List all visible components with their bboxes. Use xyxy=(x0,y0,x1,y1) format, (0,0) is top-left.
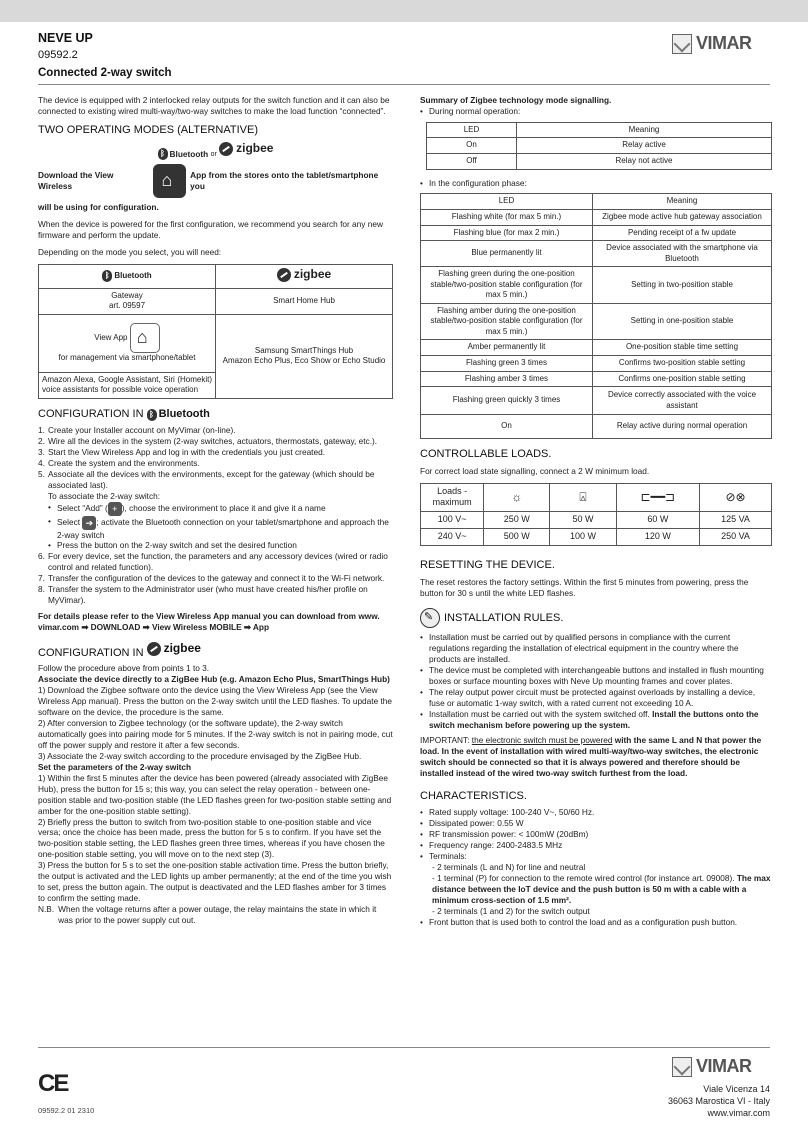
table-row: On Relay active xyxy=(427,138,772,154)
company-address: Viale Vicenza 14 36063 Marostica VI - Italy www.vimar.com xyxy=(667,1084,770,1119)
list-item: 1) Within the first 5 minutes after the device has been powered (already associated with ZigBee Hub), press the button for 15 s; this way, you can select the relay operation - between one-position stable and two-position stable (the LED flashes green for two-position stable setting and amber for the one-position stable setting). xyxy=(38,772,392,816)
fluorescent-tube-icon: ⊏━━⊐ xyxy=(640,489,676,504)
table-row: Flashing green quickly 3 times Device correctly associated with the voice assistant xyxy=(421,387,772,415)
install-rules xyxy=(420,632,772,730)
vimar-logo-icon xyxy=(672,34,692,54)
nb-note: N.B. When the voltage returns after a power outage, the relay maintains the state in which it was prior to the power supply cut out. xyxy=(38,904,377,925)
connect-icon: ➔ xyxy=(82,516,96,530)
list-item: 5. Associate all the devices with the environments, except for the gateway (which should be associated last). xyxy=(38,468,375,490)
table-row: Amber permanently lit One-position stable time setting xyxy=(421,340,772,356)
zigbee-logo: zigbee xyxy=(219,141,273,157)
doc-code: 09592.2 01 2310 xyxy=(38,1106,95,1115)
halogen-lamp-icon: ⍓ xyxy=(579,489,587,504)
zigbee-icon xyxy=(277,268,291,282)
bt-steps xyxy=(38,425,393,491)
first-config-text: When the device is powered for the first configuration, we recommend you search for any new firmware and perform the update. xyxy=(38,219,383,241)
list-item: 1. Create your Installer account on MyVimar (on-line). xyxy=(38,424,236,435)
ce-mark: CE xyxy=(38,1070,68,1097)
zigbee-logo: zigbee xyxy=(147,641,201,657)
bluetooth-logo: ᛒ Bluetooth xyxy=(158,148,209,160)
param-steps xyxy=(38,773,393,904)
list-item: • Dissipated power: 0.55 W xyxy=(420,818,772,829)
list-item: • The device must be completed with interchangeable buttons and installed in flush mounting boxes or surface mounting boxes with Neve Up mounting frames and cover plates. xyxy=(420,665,772,687)
bluetooth-icon: ᛒ xyxy=(158,148,168,160)
incandescent-lamp-icon: ☼ xyxy=(511,489,523,504)
install-heading: ✎ INSTALLATION RULES. xyxy=(420,608,772,628)
list-item: 2. Wire all the devices in the system (2-way switches, actuators, thermostats, gateway, etc.). xyxy=(38,435,378,446)
list-item: • RF transmission power: < 100mW (20dBm) xyxy=(420,829,772,840)
loads-table: Loads - maximum ☼ ⍓ ⊏━━⊐ ⊘⊗ 100 V~ 250 W 50 W 60 W 125 VA 240 V~ 500 W 100 W 120 W 250 VA xyxy=(420,483,772,547)
reset-heading: RESETTING THE DEVICE. xyxy=(420,559,555,572)
list-item: • Terminals: xyxy=(420,851,772,862)
header-divider xyxy=(38,84,770,85)
requirements-table: ᛒ Bluetooth zigbee Gateway art. 09597 Smart Home Hub View App ⌂ for management via smartphone/tablet Samsung SmartThings Hub Amazon Echo Plus, Eco Show or Echo Studio Amazon Alexa, Google Assistant, Siri (Homekit) voice assistants for possible voice operation xyxy=(38,264,393,399)
list-item: • Press the button on the 2-way switch and set the desired function xyxy=(48,540,393,551)
product-subtitle: Connected 2-way switch xyxy=(38,67,172,79)
list-item: • Front button that is used both to control the load and as a configuration push button. xyxy=(420,917,772,928)
add-icon: + xyxy=(108,502,122,516)
vimar-logo-footer: VIMAR xyxy=(672,1055,752,1079)
motor-transformer-icon: ⊘⊗ xyxy=(725,489,746,504)
terminals: - 2 terminals (L and N) for line and neutral - 1 terminal (P) for connection to the remote wired control (for instance art. 09008). The max distance between the IoT device and the push button is 50 m with a cable with a minimum cross-section of 1.5 mm². - 2 terminals (1 and 2) for the switch output xyxy=(432,861,771,916)
loads-heading: CONTROLLABLE LOADS. xyxy=(420,448,552,461)
list-item: 7. Transfer the configuration of the devices to the gateway and connect it to the Wi-Fi network. xyxy=(38,573,385,584)
bluetooth-icon: ᛒ xyxy=(102,270,112,282)
table-row: Flashing green during the one-position stable/two-position stable configuration (for max 5 min.) Setting in two-position stable xyxy=(421,267,772,304)
char-heading: CHARACTERISTICS. xyxy=(420,789,527,802)
table-row: Off Relay not active xyxy=(427,153,772,169)
list-item: • Rated supply voltage: 100-240 V~, 50/60 Hz. xyxy=(420,807,772,818)
list-item: 4. Create the system and the environments. xyxy=(38,457,200,468)
list-item: • Select ➔ ; activate the Bluetooth connection on your tablet/smartphone and approach the 2-way switch xyxy=(48,516,393,541)
details-note: For details please refer to the View Wireless App manual you can download from www. vimar.com ➡ DOWNLOAD ➡ View Wireless MOBILE ➡ App xyxy=(38,611,380,633)
table-row: Flashing blue (for max 2 min.) Pending receipt of a fw update xyxy=(421,225,772,241)
table-row: Flashing amber during the one-position stable/two-position stable configuration (for max 5 min.) Setting in one-position stable xyxy=(421,303,772,340)
download-line: Download the View Wireless ⌂ App from the stores onto the tablet/smartphone you xyxy=(38,164,393,198)
table-row: Flashing amber 3 times Confirms one-position stable setting xyxy=(421,371,772,387)
list-item: 2) After conversion to Zigbee technology (or the software update), the 2-way switch automatically goes into pairing mode for 5 minutes. If the 2-way switch is not in pairing mode, cut off the power supply and restore it after a few seconds. xyxy=(38,718,393,750)
table-row: On Relay active during normal operation xyxy=(421,415,772,439)
config-bt-heading: CONFIGURATION IN ᛒ Bluetooth xyxy=(38,407,210,421)
list-item: • Frequency range: 2400-2483.5 MHz xyxy=(420,840,772,851)
list-item: • Installation must be carried out with the system switched off. Install the buttons onto the switch mechanism before powering up the system. xyxy=(420,709,772,731)
list-item: 3) Associate the 2-way switch according to the procedure envisaged by the ZigBee Hub. xyxy=(38,750,362,761)
depending-text: Depending on the mode you select, you will need: xyxy=(38,247,222,258)
list-item: • The relay output power circuit must be protected against overloads by installing a device, fuse or automatic 1-way switch, with a rated current not exceeding 10 A. xyxy=(420,687,772,709)
zigbee-logo: zigbee xyxy=(277,267,331,283)
important-note: IMPORTANT: the electronic switch must be powered with the same L and N that power the load. In the event of installation with wired multi-way/two-way switches, the electronic switch should be connected so that it is always powered and therefore should be installed instead of the wired two-way switch furthest from the load. xyxy=(420,734,762,778)
mode-logos: ᛒ Bluetooth or zigbee xyxy=(38,141,393,160)
product-title: NEVE UP xyxy=(38,31,93,45)
zigbee-icon xyxy=(219,142,233,156)
vimar-logo: VIMAR xyxy=(672,32,752,56)
config-led-table: LED Meaning Flashing white (for max 5 min.) Zigbee mode active hub gateway association Flashing blue (for max 2 min.) Pending receipt of a fw update Blue permanently lit Device associated with the smartphone via Bluetooth Flashing green during the one-position stable/two-position stable configuration (for max 5 min.) Setting in two-position stable Flashing amber during the one-position stable/two-position stable configuration (for max 5 min.) Setting in one-position stable Amber permanently lit One-position stable time setting Flashing green 3 times Confirms two-position stable setting Flashing amber 3 times Confirms one-position stable setting Flashing green quickly 3 times Device correctly associated with the voice assistant On Relay active during normal operation xyxy=(420,193,772,439)
list-item: 3. Start the View Wireless App and log in with the credentials you just created. xyxy=(38,446,326,457)
normal-led-table: LED Meaning On Relay active Off Relay not active xyxy=(426,122,772,170)
table-row: Flashing green 3 times Confirms two-position stable setting xyxy=(421,356,772,372)
view-wireless-app-icon xyxy=(153,164,187,198)
footer-divider xyxy=(38,1047,770,1048)
modes-heading: TWO OPERATING MODES (ALTERNATIVE) xyxy=(38,123,259,136)
list-item: 3) Press the button for 5 s to set the one-position stable activation time. Press the button briefly, the output is activated and the LED lights up amber permanently; at the end of the time you wish to set, press the button again. The output is deactivated and the LED flashes amber for 3 times to confirm the setting made. xyxy=(38,860,392,904)
list-item: 6. For every device, set the function, the parameters and any accessory devices (wired or radio control and related function). xyxy=(38,551,388,573)
bluetooth-logo: ᛒ Bluetooth xyxy=(147,407,210,422)
right-column: Summary of Zigbee technology mode signalling. • During normal operation: LED Meaning On Relay active Off Relay not active • In the configuration phase: LED Meaning Flashing white (for max 5 min.) Zigbee mode active hub gateway association Flashing blue (for max 2 min.) Pending receipt of a fw update Blue permanently lit Device associated with the smartphone via Bluetooth Flashing green during the one-position stable/two-position stable configuration (for max 5 min.) Setting in two-position stable Flashing amber during the one-position stable/two-position stable configuration (for max 5 min.) Setting in one-position stable Amber permanently lit One-position stable time setting Flashing green 3 times Confirms two-position stable setting Flashing amber 3 times Confirms one-position stable setting Flashing green quickly 3 times Device correctly associated with the voice assistant On Relay active during normal operation CONTROLLABLE LOADS. For correct load state signalling, connect a 2 W minimum load. Loads - maximum ☼ ⍓ ⊏━━⊐ ⊘⊗ 100 V~ 250 W 50 W 60 W 125 VA 240 V~ 500 W 100 W 120 W 250 VA RESETTING THE DEVICE. The reset restores the factory settings. Within the first 5 minutes from powering, press the button for 30 s until the white LED flashes. ✎ INSTALLATION RULES. • Installation must be carried out by qualified persons in compliance with the current regulations regarding the installation of electrical equipment in the country where the products are installed. • The device must be completed with interchangeable buttons and installed in flush mounting boxes or surface mounting boxes with Neve Up mounting frames and cover plates. • The relay output power circuit must be protected against overloads by installing a device, fuse or automatic 1-way switch, with a rated current not exceeding 10 A. • Installation must be carried out with the system switched off. Install the buttons onto the switch mechanism before powering up the system. IMPORTANT: the electronic switch must be powered with the same L and N that power the load. In the event of installation with wired multi-way/two-way switches, the electronic switch should be connected so that it is always powered and therefore should be installed instead of the wired two-way switch furthest from the load. CHARACTERISTICS. • Rated supply voltage: 100-240 V~, 50/60 Hz. • Dissipated power: 0.55 W • RF transmission power: < 100mW (20dBm) • Frequency range: 2400-2483.5 MHz • Terminals: - 2 terminals (L and N) for line and neutral - 1 terminal (P) for connection to the remote wired control (for instance art. 09008). The max distance between the IoT device and the push button is 50 m with a cable with a minimum cross-section of 1.5 mm². - 2 terminals (1 and 2) for the switch output • Front button that is used both to control the load and as a configuration push button. xyxy=(420,95,772,927)
characteristics xyxy=(420,807,772,862)
table-row: 100 V~ 250 W 50 W 60 W 125 VA xyxy=(421,512,772,529)
list-item: 1) Download the Zigbee software onto the device using the View Wireless App (see the View Wireless App manual). Press the button on the 2-way switch until the LED flashes. To update the software on the device, the procedure is the same. xyxy=(38,685,393,718)
vimar-logo-icon xyxy=(672,1057,692,1077)
list-item: 8. Transfer the system to the Administrator user (who must have created his/her profile on MyVimar). xyxy=(38,584,368,606)
list-item: • Select “Add” ( + ), choose the environment to place it and give it a name xyxy=(48,502,393,516)
associate-substeps xyxy=(38,502,393,552)
intro-text: The device is equipped with 2 interlocked relay outputs for the switch function and it can also be connected to existing wired multi-way/two-way switches to make the load function “connected”. xyxy=(38,95,390,116)
list-item: 2) Briefly press the button to switch from two-position stable to one-position stable and vice versa; once the choice has been made, press the button for 5 s to confirm. If you have set the two-position stable setting, the LED flashes green three times, whereas if you have chosen the one-position stable setting, you will move on to the next step (3). xyxy=(38,816,385,860)
installer-icon xyxy=(420,608,440,628)
product-code: 09592.2 xyxy=(38,49,78,61)
top-bar xyxy=(0,0,808,22)
config-zb-heading: CONFIGURATION IN zigbee xyxy=(38,640,201,659)
bt-steps-continued xyxy=(38,551,393,606)
table-row: Blue permanently lit Device associated with the smartphone via Bluetooth xyxy=(421,241,772,267)
table-row: 240 V~ 500 W 100 W 120 W 250 VA xyxy=(421,529,772,546)
zb-steps xyxy=(38,685,393,762)
view-app-icon xyxy=(130,323,160,353)
bluetooth-icon: ᛒ xyxy=(147,409,157,421)
bluetooth-logo: ᛒ Bluetooth xyxy=(102,270,151,282)
table-row: Flashing white (for max 5 min.) Zigbee mode active hub gateway association xyxy=(421,210,772,226)
list-item: • Installation must be carried out by qualified persons in compliance with the current regulations regarding the installation of electrical equipment in the country where the products are installed. xyxy=(420,632,772,665)
zigbee-icon xyxy=(147,642,161,656)
left-column: The device is equipped with 2 interlocked relay outputs for the switch function and it can also be connected to existing wired multi-way/two-way switches to make the load function “connected”. TWO OPERATING MODES (ALTERNATIVE) ᛒ Bluetooth or zigbee Download the View Wireless ⌂ App from the stores onto the tablet/smartphone you will be using for configuration. When the device is powered for the first configuration, we recommend you search for any new firmware and perform the update. Depending on the mode you select, you will need: ᛒ Bluetooth zigbee Gateway art. 09597 Smart Home Hub View App ⌂ for management via smartphone/tablet Samsung SmartThings Hub Amazon Echo Plus, Eco Show or Echo Studio Amazon Alexa, Google Assistant, Siri (Homekit) voice assistants for possible voice operation CONFIGURATION IN ᛒ Bluetooth 1. Create your Installer account on MyVimar (on-line). 2. Wire all the devices in the system (2-way switches, actuators, thermostats, gateway, etc.). 3. Start the View Wireless App and log in with the credentials you just created. 4. Create the system and the environments. 5. Associate all the devices with the environments, except for the gateway (which should be associated last). To associate the 2-way switch: • Select “Add” ( + ), choose the environment to place it and give it a name • Select ➔ ; activate the Bluetooth connection on your tablet/smartphone and approach the 2-way switch • Press the button on the 2-way switch and set the desired function 6. For every device, set the function, the parameters and any accessory devices (wired or radio control and related function). 7. Transfer the configuration of the devices to the gateway and connect it to the Wi-Fi network. 8. Transfer the system to the Administrator user (who must have created his/her profile on MyVimar). For details please refer to the View Wireless App manual you can download from www. vimar.com ➡ DOWNLOAD ➡ View Wireless MOBILE ➡ App CONFIGURATION IN zigbee Follow the procedure above from points 1 to 3. Associate the device directly to a ZigBee Hub (e.g. Amazon Echo Plus, SmartThings Hub) 1) Download the Zigbee software onto the device using the View Wireless App (see the View Wireless App manual). Press the button on the 2-way switch until the LED flashes. To update the software on the device, the procedure is the same. 2) After conversion to Zigbee technology (or the software update), the 2-way switch automatically goes into pairing mode for 5 minutes. If the 2-way switch is not in pairing mode, cut off the power supply and restore it after a few seconds. 3) Associate the 2-way switch according to the procedure envisaged by the ZigBee Hub. Set the parameters of the 2-way switch 1) Within the first 5 minutes after the device has been powered (already associated with ZigBee Hub), press the button for 15 s; this way, you can select the relay operation - between one-position stable and two-position stable (the LED flashes green for two-position stable setting and amber for the one-position stable setting). 2) Briefly press the button to switch from two-position stable to one-position stable and vice versa; once the choice has been made, press the button for 5 s to confirm. If you have set the two-position stable setting, the LED flashes green three times, whereas if you have chosen the one-position stable setting, you will move on to the next step (3). 3) Press the button for 5 s to set the one-position stable activation time. Press the button briefly, the output is activated and the LED lights up amber permanently; at the end of the time you wish to set, press the button again. The output is deactivated and the LED flashes amber for 3 times to confirm the setting made. N.B. When the voltage returns after a power outage, the relay maintains the state in which it was prior to the power supply cut out. xyxy=(38,95,393,926)
